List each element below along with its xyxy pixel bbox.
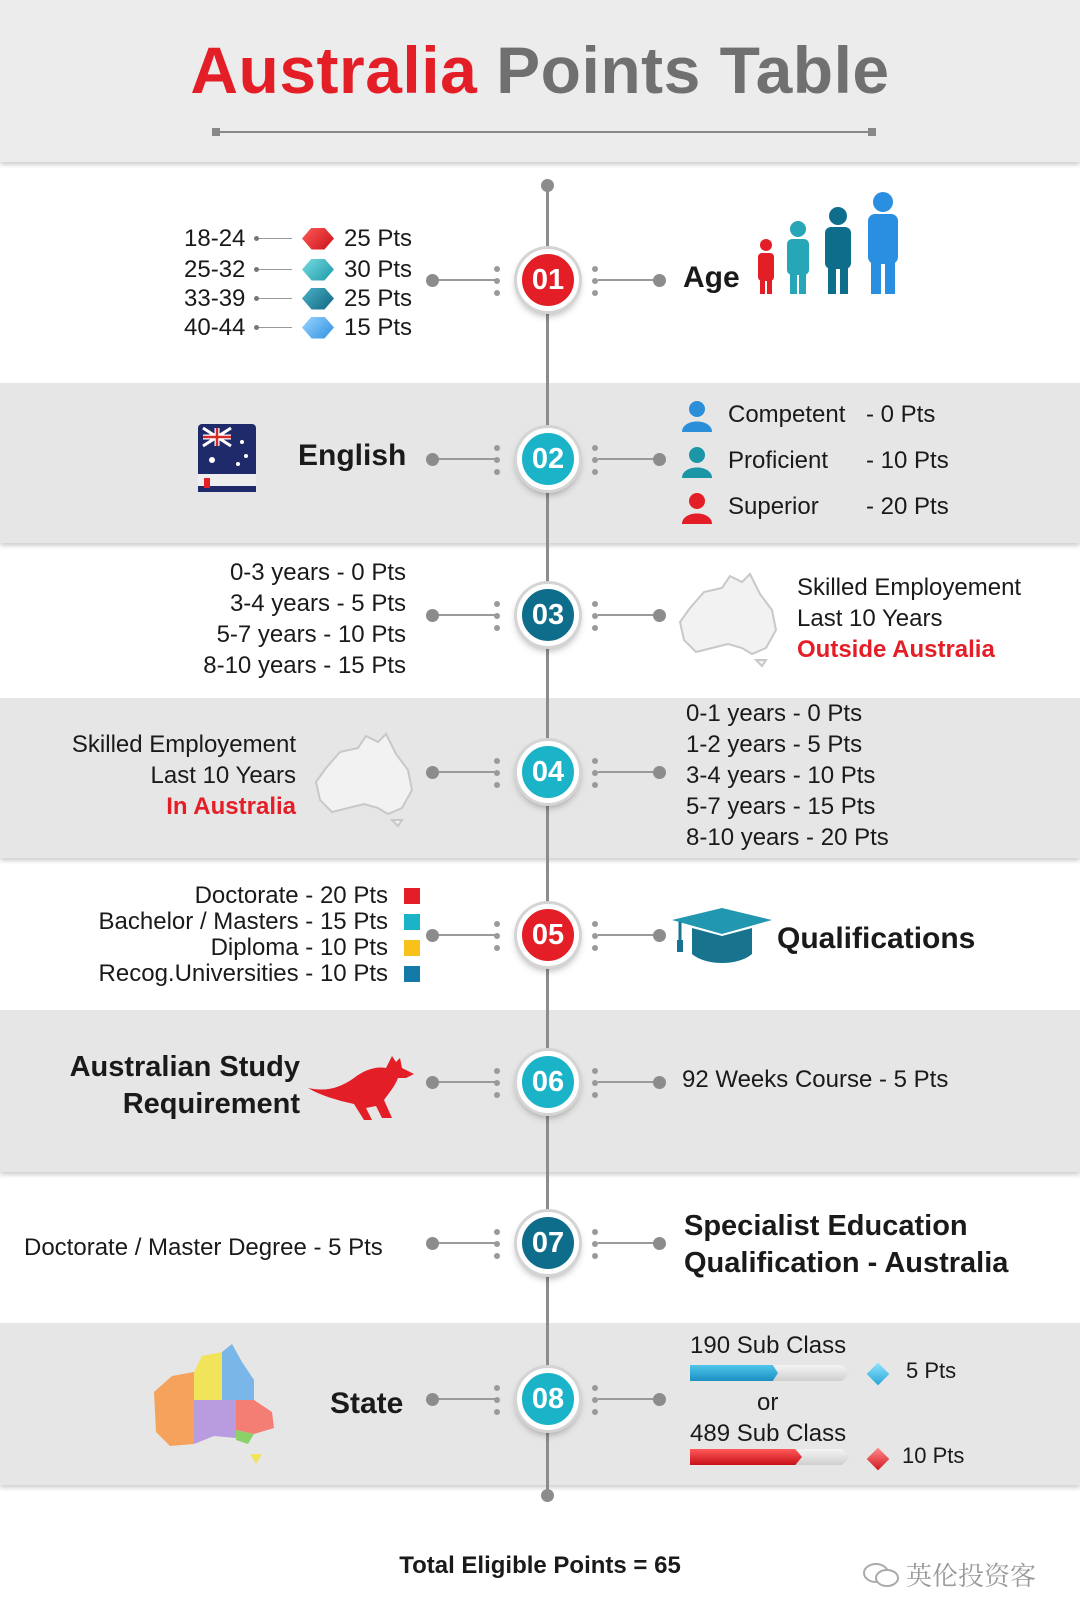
total-points: Total Eligible Points = 65 [399,1552,681,1579]
employment-outside-rows: 0-3 years - 0 Pts 3-4 years - 5 Pts 5-7 years - 10 Pts 8-10 years - 15 Pts [203,559,406,679]
book-flag-icon [194,420,262,494]
connector-dots [592,1385,598,1415]
step-01-badge: 01 [517,249,579,311]
age-row: 33-39 25 Pts [184,284,413,312]
watermark: 英伦投资客 [862,1556,1036,1593]
timeline-cap-bottom [541,1489,554,1502]
header-banner [0,0,1080,162]
age-row: 18-24 25 Pts [184,224,413,252]
connector-dot [426,609,439,622]
subclass-190-label: 190 Sub Class [690,1332,847,1359]
qualification-row: Bachelor / Masters - 15 Pts [40,909,420,935]
subclass-190-points: 5 Pts [906,1358,957,1383]
connector-dot [653,609,666,622]
connector-dots [592,1229,598,1259]
gem-icon [302,288,334,310]
connector-dot [426,453,439,466]
connector-dot [426,1237,439,1250]
english-level-row: Proficient - 10 Pts [680,441,949,481]
subclass-190-fill [690,1365,778,1381]
connector-line [432,934,498,936]
step-03-badge: 03 [517,584,579,646]
connector-dots [494,921,500,951]
connector-dot [653,1393,666,1406]
employment-in-rows: 0-1 years - 0 Pts 1-2 years - 5 Pts 3-4 years - 10 Pts 5-7 years - 15 Pts 8-10 years - 20 Pts [686,700,889,851]
connector-dot [653,929,666,942]
connector-dot [426,766,439,779]
qualification-row: Recog.Universities - 10 Pts [40,961,420,987]
timeline-cap-top [541,179,554,192]
connector-dots [592,601,598,631]
connector-line [432,614,498,616]
employment-in-label: Skilled Employement Last 10 Years In Australia [71,731,296,820]
english-level-row: Superior - 20 Pts [680,487,949,527]
step-04-badge: 04 [517,741,579,803]
connector-dot [653,274,666,287]
connector-dot [653,766,666,779]
study-requirement-label: Australian Study Requirement [69,1051,300,1120]
connector-dots [494,445,500,475]
connector-dots [494,758,500,788]
connector-line [432,1081,498,1083]
state-label: State [330,1387,404,1420]
chat-bubbles-icon [862,1562,900,1588]
user-icon [680,444,714,478]
connector-dot [426,274,439,287]
employment-outside-label: Skilled Employement Last 10 Years Outside Australia [797,574,1022,663]
step-06-badge: 06 [517,1051,579,1113]
subclass-190-bar [690,1363,850,1383]
study-points: 92 Weeks Course - 5 Pts [682,1066,949,1093]
gem-icon [302,228,334,250]
connector-dot [653,453,666,466]
connector-line [432,1398,498,1400]
connector-dot [653,1237,666,1250]
connector-dot [426,929,439,942]
user-icon [680,398,714,432]
connector-line [432,771,498,773]
timeline-spine [546,185,549,1497]
age-label: Age [683,261,740,294]
qualification-row: Doctorate - 20 Pts [40,883,420,909]
graduation-cap-icon [670,906,774,970]
connector-dots [592,921,598,951]
connector-dots [592,266,598,296]
connector-dots [592,758,598,788]
subclass-489-points: 10 Pts [902,1443,965,1468]
connector-dots [494,1068,500,1098]
connector-dots [494,1229,500,1259]
step-08-badge: 08 [517,1368,579,1430]
australia-map-icon [308,728,420,828]
user-icon [680,490,714,524]
connector-dots [494,266,500,296]
gem-icon [302,317,334,339]
kangaroo-icon [306,1048,418,1124]
age-row: 40-44 15 Pts [184,313,413,341]
step-02-badge: 02 [517,428,579,490]
connector-dot [426,1393,439,1406]
subclass-489-label: 489 Sub Class [690,1420,847,1447]
australia-map-icon [672,568,784,668]
subclass-489-bar [690,1447,850,1467]
specialist-education-label: Specialist Education Qualification - Australia [684,1210,1009,1279]
connector-dots [592,1068,598,1098]
page-title: Australia Points Table [190,33,890,107]
age-row: 25-32 30 Pts [184,255,413,283]
connector-dots [592,445,598,475]
connector-line [432,1242,498,1244]
connector-line [432,279,498,281]
step-05-badge: 05 [517,904,579,966]
australia-states-map-icon [150,1342,290,1470]
or-text: or [757,1389,779,1416]
gem-icon [302,259,334,281]
connector-line [432,458,498,460]
step-07-badge: 07 [517,1212,579,1274]
connector-dots [494,1385,500,1415]
connector-dots [494,601,500,631]
title-divider [214,131,874,133]
connector-dot [653,1076,666,1089]
qualification-row: Diploma - 10 Pts [40,935,420,961]
english-label: English [298,439,407,472]
subclass-489-fill [690,1449,802,1465]
specialist-points: Doctorate / Master Degree - 5 Pts [24,1234,383,1261]
people-icon [752,192,912,302]
english-level-row: Competent - 0 Pts [680,395,935,435]
qualifications-label: Qualifications [777,922,976,955]
connector-dot [426,1076,439,1089]
